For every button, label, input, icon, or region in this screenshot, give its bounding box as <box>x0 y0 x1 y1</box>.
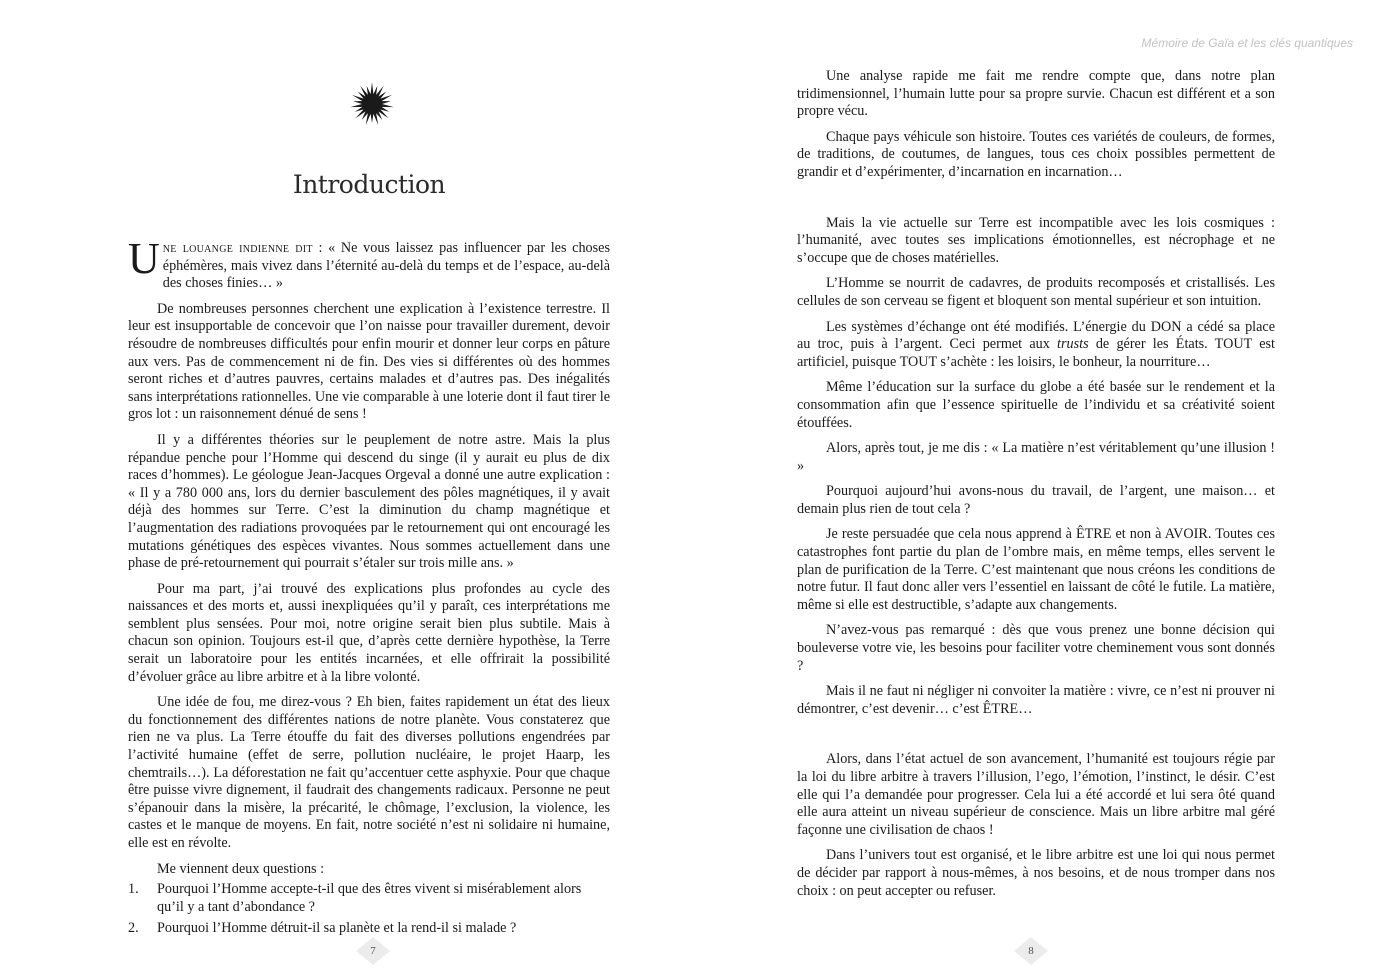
questions-list <box>128 881 610 938</box>
drop-cap: U <box>128 234 160 283</box>
page-number <box>1013 936 1049 966</box>
page-title: Introduction <box>292 170 446 199</box>
list-number: 1. <box>128 881 139 898</box>
text-run: de gérer les États. TOUT est artificiel, puisque TOUT s’achète : les loisirs, le bonheur, la nourriture… <box>797 336 1275 370</box>
paragraph: Alors, après tout, je me dis : « La matière n’est véritablement qu’une illusion ! » <box>797 440 1275 474</box>
paragraph: De nombreuses personnes cherchent une explication à l’existence terrestre. Il leur est insupportable de concevoir que l’on naisse pour travailler durement, devoir résoudre de nombreuses difficultés pour enfin mourir et donner leur corps en pâture aux vers. Pas de commencement ni de fin. Des vies si différentes où des hommes seront riches et d’autres pauvres, certains malades et d’autres pas. Des inégalités sans interprétations rationnelles. Une vie comparable à une loterie dont il faut tirer le gros lot : un raisonnement dénué de sens ! <box>128 300 610 423</box>
paragraph: N’avez-vous pas remarqué : dès que vous prenez une bonne décision qui bouleverse votre vie, les besoins pour faciliter votre cheminement vous sont donnés ? <box>797 622 1275 674</box>
running-header: Mémoire de Gaïa et les clés quantiques <box>1141 36 1353 50</box>
list-item <box>128 881 610 916</box>
paragraph: Chaque pays véhicule son histoire. Toutes ces variétés de couleurs, de formes, de traditions, de coutumes, de langues, tous ces choix possibles permettent de grandir et d’expérimenter, d’incarnation en incarnation… <box>797 128 1275 180</box>
paragraph <box>797 319 1275 372</box>
page-number-label: 7 <box>370 945 376 957</box>
opening-paragraph <box>128 234 610 293</box>
paragraph: Alors, dans l’état actuel de son avancement, l’humanité est toujours régie par la loi du libre arbitre à travers l’illusion, l’ego, l’émotion, l’instinct, le désir. C’est elle qui l’a demandée pour progresser. Cela lui a été accordé et lui sera ôté quand elle aura atteint un niveau supérieur de conscience. Mais un libre arbitre mal géré façonne une civilisation de chaos ! <box>797 751 1275 838</box>
sun-burst-icon <box>348 80 396 128</box>
paragraph: L’Homme se nourrit de cadavres, de produits recomposés et cristallisés. Les cellules de son cerveau se figent et bloquent son mental supérieur et son intuition. <box>797 275 1275 309</box>
paragraph: Mais la vie actuelle sur Terre est incompatible avec les lois cosmiques : l’humanité, avec toutes ses implications émotionnelles, est nécrophage et ne s’occupe que de choses matérielles. <box>797 214 1275 266</box>
right-page <box>700 0 1400 980</box>
paragraph: Il y a différentes théories sur le peuplement de notre astre. Mais la plus répandue penche pour l’Homme qui descend du singe (il y aurait eu plus de dix races d’hommes). Le géologue Jean-Jacques Orgeval a donné une autre explication : « Il y a 780 000 ans, lors du dernier basculement des pôles magnétiques, il y avait déjà des hommes sur Terre. C’est la diminution du champ magnétique et l’augmentation des radiations provoquées par le retournement qui ont encouragé les mutations génétiques des espèces vivantes. Nous sommes actuellement dans une phase de pré-retournement qui pourrait s’étaler sur trois mille ans. » <box>128 431 610 572</box>
paragraph: Pourquoi aujourd’hui avons-nous du travail, de l’argent, une maison… et demain plus rien de tout cela ? <box>797 483 1275 517</box>
paragraph: Une idée de fou, me direz-vous ? Eh bien, faites rapidement un état des lieux du fonctionnement des différentes nations de notre planète. Vous constaterez que rien ne va plus. La Terre étouffe du fait des diverses pollutions engendrées par l’activité humaine (effet de serre, pollution nucléaire, le projet Haarp, les chemtrails…). La déforestation ne fait qu’accentuer cette asphyxie. Pour que chaque être puisse vivre dignement, il faudrait des changements radicaux. Personne ne peut s’épanouir dans la misère, la précarité, le chômage, l’exclusion, la violence, les castes et le manque de moyens. En fait, notre société n’est ni solidaire ni humaine, elle est en révolte. <box>128 694 610 851</box>
paragraph: Mais il ne faut ni négliger ni convoiter la matière : vivre, ce n’est ni prouver ni démontrer, c’est devenir… c’est ÊTRE… <box>797 683 1275 717</box>
opening-smallcaps: ne louange indienne dit <box>162 240 313 256</box>
right-body-text <box>797 68 1275 908</box>
list-text: Pourquoi l’Homme accepte-t-il que des êtres vivent si misérablement alors qu’il y a tant d’abondance ? <box>157 881 582 915</box>
paragraph: Je reste persuadée que cela nous apprend à ÊTRE et non à AVOIR. Toutes ces catastrophes font partie du plan de l’ombre mais, en même temps, elles servent le plan de purification de la Terre. C’est maintenant que nous créons les conditions de notre futur. Il faut donc aller vers l’essentiel en laissant de côté le futile. La matière, même si elle est destructible, s’adapte aux changements. <box>797 526 1275 613</box>
paragraph: Dans l’univers tout est organisé, et le libre arbitre est une loi qui nous permet de décider par rapport à nous-mêmes, à nos besoins, et de nous tromper dans nos choix : on peut accepter ou refuser. <box>797 847 1275 899</box>
paragraph: Une analyse rapide me fait me rendre compte que, dans notre plan tridimensionnel, l’humain lutte pour sa propre survie. Chacun est différent et a son propre vécu. <box>797 68 1275 120</box>
page-number-label: 8 <box>1028 945 1034 957</box>
list-text: Pourquoi l’Homme détruit-il sa planète et la rend-il si malade ? <box>157 920 517 937</box>
paragraph: Me viennent deux questions : <box>157 860 325 877</box>
paragraph: Même l’éducation sur la surface du globe a été basée sur le rendement et la consommation afin que l’essence spirituelle de l’individu et sa créativité soient étouffées. <box>797 379 1275 431</box>
paragraph: Pour ma part, j’ai trouvé des explications plus profondes au cycle des naissances et des morts et, aussi inexpliquées qu’il y paraît, ces interprétations me semblent plus sensées. Pour moi, notre origine serait bien plus subtile. Mais à chacun son opinion. Toujours est-il que, d’après cette dernière hypothèse, la Terre serait un laboratoire pour les entités incarnées, et elle offrirait la possibilité d’évoluer grâce au libre arbitre et à la libre volonté. <box>128 580 610 685</box>
left-body-text <box>128 234 610 942</box>
text-run: Les systèmes d’échange ont été modifiés. L’énergie du DON a cédé sa place au troc, puis à l’argent. Ceci permet aux <box>797 318 1275 353</box>
opening-text: : « Ne vous laissez pas influencer par les choses éphémères, mais vivez dans l’éternité au-delà du temps et de l’espace, au-delà des choses finies… » <box>162 240 610 292</box>
page-number <box>355 936 391 966</box>
list-number: 2. <box>128 920 139 937</box>
italic-word: trusts <box>1057 336 1089 353</box>
